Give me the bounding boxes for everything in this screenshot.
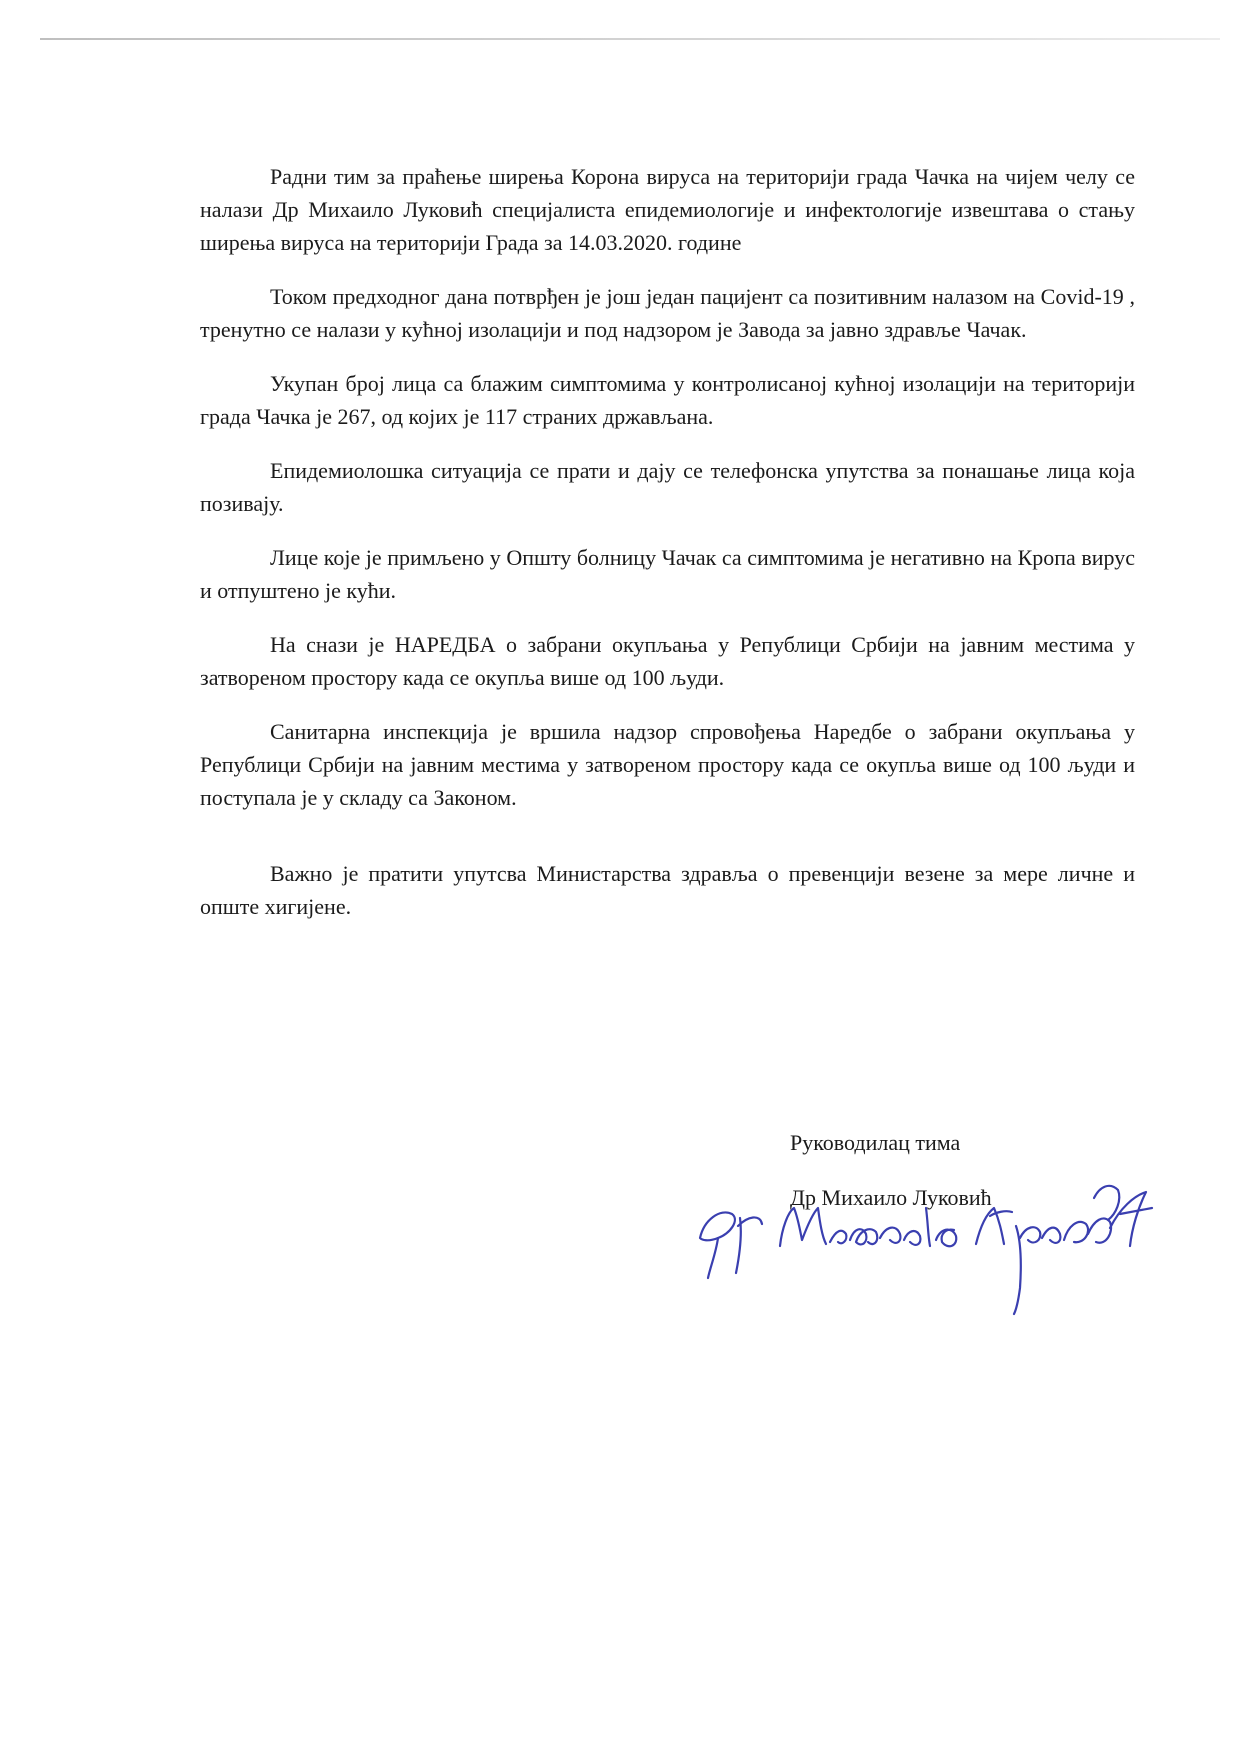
letter-body xyxy=(200,160,1135,944)
paragraph-intro: Радни тим за праћење ширења Корона вируса на територији града Чачка на чијем челу се налази Др Михаило Луковић специјалиста епидемиологије и инфектологије извештава о стању ширења вируса на територији Града за 14.03.2020. године xyxy=(200,164,1135,255)
paragraph-isolation-count: Укупан број лица са блажим симптомима у контролисаној кућној изолацији на територији града Чачка је 267, од којих је 117 страних држављана. xyxy=(200,371,1135,429)
paragraph-sanitary-inspection: Санитарна инспекција је вршила надзор спровођења Наредбе о забрани окупљања у Републици Србији на јавним местима у затвореном простору када се окупља више од 100 људи и поступала је у складу са Законом. xyxy=(200,719,1135,810)
handwritten-signature xyxy=(690,1168,1160,1318)
signoff-role: Руководилац тима xyxy=(790,1130,961,1155)
scan-edge-line xyxy=(40,38,1220,40)
paragraph-gathering-ban: На снази је НАРЕДБА о забрани окупљања у Републици Србији на јавним местима у затвореном простору када се окупља више од 100 људи. xyxy=(200,632,1135,690)
paragraph-phone-instructions: Епидемиолошка ситуација се прати и дају се телефонска упутства за понашање лица која позивају. xyxy=(200,458,1135,516)
signoff-name: Др Михаило Луковић xyxy=(790,1185,992,1210)
paragraph-new-case: Током предходног дана потврђен је још један пацијент са позитивним налазом на Covid-19 , тренутно се налази у кућној изолацији и под надзором је Завода за јавно здравље Чачак. xyxy=(200,284,1135,342)
paragraph-hygiene-advice: Важно је пратити упутсва Министарства здравља о превенцији везене за мере личне и опште хигијене. xyxy=(200,861,1135,919)
paragraph-hospital-negative: Лице које је примљено у Општу болницу Чачак са симптомима је негативно на Кропа вирус и отпуштено је кући. xyxy=(200,545,1135,603)
